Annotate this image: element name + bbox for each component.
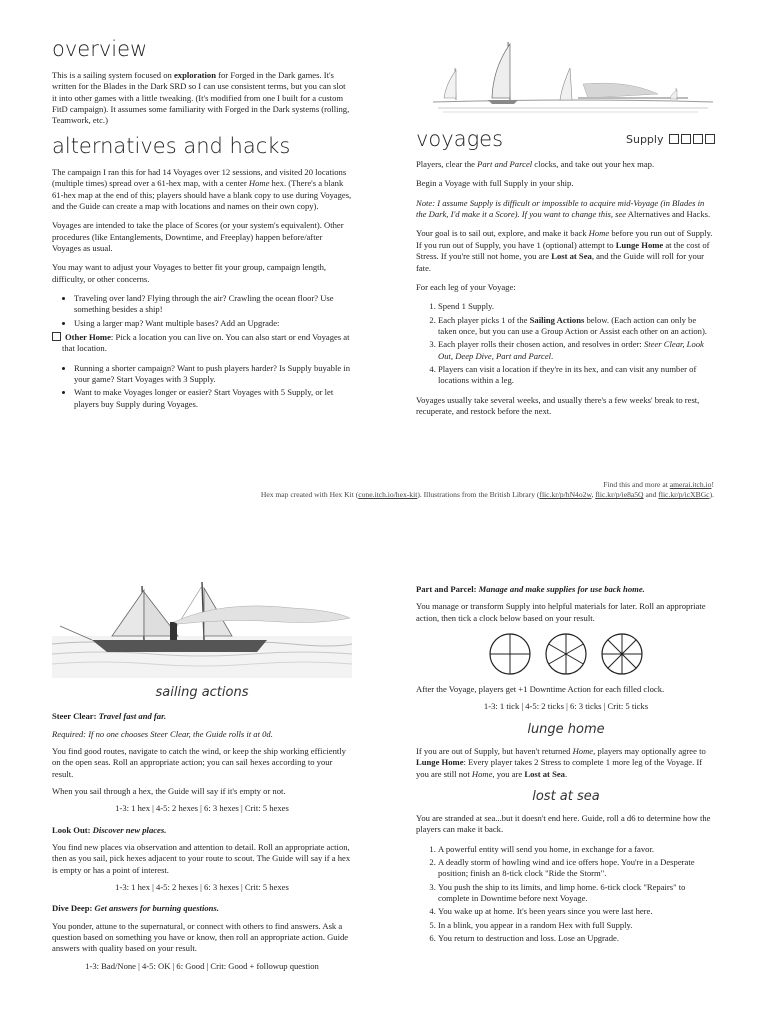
list-item: 3. Each player rolls their chosen action, and resolves in order: Steer Clear, Look Out, Deep Dive, Part and Parcel. (438, 339, 716, 362)
look-out-text: You find new places via observation and attention to detail. Roll an appropriate action, then as you sail, pick hexes adjacent to your route to scout. The Guide will say if a hex is empty or has a point of interest. (52, 841, 351, 875)
steer-clear-text: You find good routes, navigate to catch the wind, or keep the ship working efficiently on the open seas. Roll an appropriate action; you can sail hexes according to your result. (52, 745, 346, 779)
steer-clear-text-2: When you sail through a hex, the Guide will say if it's empty or not. (52, 785, 286, 796)
list-item: 6. You return to destruction and loss. Lose an Upgrade. (438, 933, 716, 944)
supply-box[interactable] (681, 134, 691, 144)
list-item: • Want to make Voyages longer or easier? Start Voyages with 5 Supply, or let players buy Supply during Voyages. (74, 387, 352, 410)
voyages-leg-intro: For each leg of your Voyage: (416, 281, 516, 292)
list-item: • Running a shorter campaign? Want to push players harder? Is Supply buyable in your game? Start Voyages with 3 Supply. (74, 363, 352, 386)
look-out-heading: Look Out: Discover new places. (52, 824, 167, 835)
steer-clear-required: Required: If no one chooses Steer Clear, the Guide rolls it at 0d. (52, 728, 273, 739)
supply-tracker (626, 133, 715, 148)
lost-at-sea-outcomes (416, 844, 716, 945)
lost-at-sea-title: lost at sea (532, 788, 600, 804)
list-item: 5. In a blink, you appear in a random Hex with full Supply. (438, 920, 716, 931)
dive-deep-results: 1-3: Bad/None | 4-5: OK | 6: Good | Crit: Good + followup question (85, 960, 319, 971)
list-item: 3. You push the ship to its limits, and limp home. 6-tick clock "Repairs" to complete in Downtime before next Voyage. (438, 882, 716, 905)
dive-deep-heading: Dive Deep: Get answers for burning questions. (52, 903, 219, 914)
credit-hex: Hex map created with Hex Kit (cone.itch.io/hex-kit). Illustrations from the British Library (flic.kr/p/hN4o2w, flic.kr/p/ie8a5Q and flic.kr/p/icXBGc). (260, 490, 714, 500)
part-and-parcel-section (416, 584, 716, 953)
voyages-closing: Voyages usually take several weeks, and usually there's a few weeks' break to rest, recuperate, and restock before the next. (416, 394, 700, 416)
alternatives-paragraph-2: Voyages are intended to take the place of Scores (or your system's equivalent). Other procedures (like Entanglements, Downtime, and Freeplay) happen before/after Voyages as usual. (52, 220, 344, 253)
credits (94, 480, 714, 501)
itch-link[interactable]: amerai.itch.io (669, 480, 712, 489)
list-item: • Using a larger map? Want multiple bases? Add an Upgrade: (74, 318, 352, 329)
part-and-parcel-text: You manage or transform Supply into helpful materials for later. Roll an appropriate action, then tick a clock below based on your result. (416, 601, 706, 623)
parcel-clocks (416, 632, 716, 676)
lost-at-sea-text: You are stranded at sea...but it doesn't end here. Guide, roll a d6 to determine how the players can make it back. (416, 813, 711, 835)
hex-kit-link[interactable]: cone.itch.io/hex-kit (358, 490, 418, 500)
supply-box[interactable] (693, 134, 703, 144)
voyages-section (416, 128, 716, 425)
checkbox-icon (52, 332, 61, 341)
alternatives-paragraph-1: The campaign I ran this for had 14 Voyages over 12 sessions, and visited 20 locations (multiple times) spread over a 61-hex map, with a center Home hex. (There's a blank 61-hex map at the end of this; players should have a blank copy to use during Voyages, and the Guide can create a map with locations and names on their own copy). (52, 166, 352, 211)
steamship-illustration (52, 578, 352, 681)
list-item: 2. Each player picks 1 of the Sailing Actions below. (Each action can only be taken once, but you can use a Group Action or Assist each other on an action). (438, 315, 716, 338)
overview-title: overview (52, 37, 148, 61)
supply-box[interactable] (669, 134, 679, 144)
alternatives-bullets-1 (52, 293, 352, 329)
lunge-home-title: lunge home (527, 721, 605, 737)
upgrade-option: Other Home: Pick a location you can live on. You can also start or end Voyages at that location. (52, 332, 352, 355)
credit-find: Find this and more at amerai.itch.io! (603, 480, 714, 489)
steer-clear-heading: Steer Clear: Travel fast and far. (52, 711, 167, 722)
overview-section (52, 38, 352, 418)
part-and-parcel-heading: Part and Parcel: Manage and make supplies for use back home. (416, 584, 645, 594)
voyages-paragraph-2: Begin a Voyage with full Supply in your ship. (416, 178, 574, 189)
voyages-goal: Your goal is to sail out, explore, and make it back Home before you run out of Supply. If you run out of Supply, you have 1 (optional) attempt to Lunge Home at the cost of Stress. If you're still not home, you are Lost at Sea, and the Guide will roll for your fate. (416, 228, 713, 273)
supply-label: Supply (626, 133, 664, 146)
alternatives-title: alternatives and hacks (52, 133, 291, 158)
flickr-link-3[interactable]: flic.kr/p/icXBGc (658, 490, 710, 500)
part-and-parcel-results: 1-3: 1 tick | 4-5: 2 ticks | 6: 3 ticks | Crit: 5 ticks (483, 701, 649, 712)
clock-6-icon[interactable] (544, 632, 588, 676)
look-out-results: 1-3: 1 hex | 4-5: 2 hexes | 6: 3 hexes | Crit: 5 hexes (115, 881, 289, 892)
flickr-link-1[interactable]: flic.kr/p/hN4o2w (539, 490, 592, 500)
lunge-home-text: If you are out of Supply, but haven't returned Home, players may optionally agree to Lunge Home: Every player takes 2 Stress to complete 1 more leg of the Voyage. If you are still not Home, you are Lost at Sea. (416, 745, 706, 779)
list-item: • Traveling over land? Flying through the air? Crawling the ocean floor? Use something besides a ship! (74, 293, 352, 316)
clock-4-icon[interactable] (488, 632, 532, 676)
list-item: 1. A powerful entity will send you home, in exchange for a favor. (438, 844, 716, 855)
list-item: 1. Spend 1 Supply. (438, 301, 716, 312)
voyages-note: Note: I assume Supply is difficult or impossible to acquire mid-Voyage (in Blades in the Dark, I'd make it a Score). If you want to change this, see Alternatives and Hacks. (416, 197, 711, 220)
part-and-parcel-text-2: After the Voyage, players get +1 Downtime Action for each filled clock. (416, 684, 665, 695)
supply-box[interactable] (705, 134, 715, 144)
sailing-actions-title: sailing actions (155, 685, 249, 700)
sailboats-illustration (428, 38, 718, 123)
list-item: 4. Players can visit a location if they're in its hex, and can visit any number of locations within a leg. (438, 364, 716, 387)
voyages-paragraph-1: Players, clear the Part and Parcel clocks, and take out your hex map. (416, 159, 655, 170)
clock-8-icon[interactable] (600, 632, 644, 676)
sailing-actions-section (52, 684, 352, 980)
steer-clear-results: 1-3: 1 hex | 4-5: 2 hexes | 6: 3 hexes | Crit: 5 hexes (115, 803, 289, 814)
list-item: 2. A deadly storm of howling wind and ice offers hope. You're in a Desperate position; finish an 8-tick clock "Ride the Storm". (438, 857, 716, 880)
alternatives-bullets-2 (52, 363, 352, 410)
overview-paragraph: This is a sailing system focused on exploration for Forged in the Dark games. It's written for the Blades in the Dark SRD so I can use consistent terms, but you can slot it into other games with a little tweaking. (It's modified from one I built for a custom FitD campaign). It assumes some familiarity with Forged in the Dark systems (rolling, Teamwork, etc.) (52, 70, 350, 126)
alternatives-paragraph-3: You may want to adjust your Voyages to better fit your group, campaign length, difficulty, or other concerns. (52, 262, 327, 284)
dive-deep-text: You ponder, attune to the supernatural, or connect with others to find answers. Ask a question based on something you have or know, then roll an appropriate action. Guide answers with quality based on your result. (52, 920, 349, 954)
voyages-steps (416, 301, 716, 386)
flickr-link-2[interactable]: flic.kr/p/ie8a5Q (595, 490, 644, 500)
voyages-title: voyages (416, 127, 504, 151)
list-item: 4. You wake up at home. It's been years since you were last here. (438, 906, 716, 917)
